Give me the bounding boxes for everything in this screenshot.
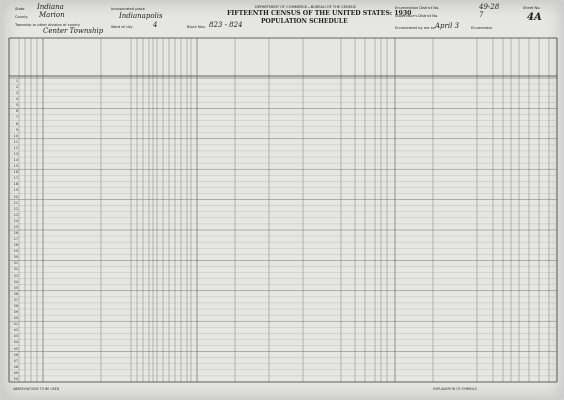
line-number: 18: [13, 182, 18, 187]
line-number: 16: [13, 170, 18, 175]
footer-abbreviations: ABBREVIATIONS TO BE USED: [13, 387, 60, 391]
line-number: 35: [13, 285, 18, 290]
line-number: 12: [13, 145, 18, 150]
line-number: 23: [13, 212, 18, 217]
county-value: Marion: [39, 11, 65, 19]
line-number: 11: [13, 139, 18, 144]
ward-label: Ward of city: [111, 25, 133, 29]
line-number: 40: [13, 316, 18, 321]
enum-dist-value: 49-28: [479, 3, 500, 11]
line-number: 48: [13, 364, 18, 369]
line-number: 38: [13, 303, 18, 308]
line-number: 21: [13, 200, 18, 205]
enumerator-label: Enumerator: [471, 26, 493, 30]
line-number: 50: [13, 376, 18, 381]
census-sheet: [3, 2, 563, 398]
schedule-subtitle: POPULATION SCHEDULE: [261, 18, 348, 25]
township-value: Center Township: [43, 27, 104, 35]
line-number: 41: [13, 322, 18, 327]
line-number: 22: [13, 206, 18, 211]
block-value: 823 - 824: [209, 21, 243, 29]
line-number: 4: [15, 97, 18, 102]
county-label: County: [15, 15, 28, 19]
supervisor-value: 7: [479, 11, 484, 19]
line-number: 5: [15, 103, 18, 108]
line-number: 30: [13, 255, 18, 260]
line-number: 26: [13, 231, 18, 235]
line-number: 39: [13, 310, 18, 315]
state-value: Indiana: [37, 3, 64, 11]
sheet-label: Sheet No.: [523, 6, 541, 10]
line-number: 2: [15, 85, 18, 90]
line-number: 19: [13, 188, 18, 193]
state-label: State: [15, 7, 25, 11]
line-number-column: [8, 78, 18, 382]
line-number: 13: [13, 151, 18, 156]
supervisor-label: Supervisor's District No.: [395, 14, 439, 18]
line-number: 46: [13, 352, 18, 357]
ledger-grid: [3, 2, 563, 398]
line-number: 6: [15, 109, 18, 114]
line-number: 24: [13, 218, 18, 223]
line-number: 32: [13, 267, 18, 272]
line-number: 9: [15, 127, 18, 132]
incorporated-value: Indianapolis: [119, 12, 163, 20]
line-number: 8: [15, 121, 18, 126]
line-number: 44: [13, 340, 18, 345]
line-number: 36: [13, 291, 18, 296]
line-number: 45: [13, 346, 18, 351]
line-number: 28: [13, 243, 18, 248]
line-number: 31: [13, 261, 18, 266]
line-number: 17: [13, 176, 18, 181]
line-number: 25: [13, 224, 18, 229]
line-number: 37: [13, 297, 18, 302]
census-title: FIFTEENTH CENSUS OF THE UNITED STATES: 1930: [227, 10, 412, 17]
line-number: 34: [13, 279, 18, 284]
enumerated-date: April 3: [435, 22, 460, 30]
line-number: 15: [13, 164, 18, 169]
ward-value: 4: [153, 21, 158, 29]
line-number: 42: [13, 328, 18, 333]
line-number: 3: [15, 91, 18, 96]
line-number: 33: [13, 273, 18, 278]
line-number: 10: [13, 133, 18, 138]
line-number: 20: [13, 194, 18, 199]
line-number: 49: [13, 370, 18, 375]
footer-symbols: EXPLANATION OF SYMBOLS: [433, 387, 477, 391]
incorporated-label: Incorporated place: [111, 7, 145, 11]
line-number: 29: [13, 249, 18, 254]
enumerated-label: Enumerated by me on: [395, 26, 436, 30]
line-number: 47: [13, 358, 18, 363]
line-number: 27: [13, 237, 18, 242]
enum-dist-label: Enumeration District No.: [395, 6, 440, 10]
township-label: Township or other division of county: [15, 23, 80, 27]
block-label: Block Nos.: [187, 25, 206, 29]
line-number: 1: [15, 79, 18, 83]
line-number: 43: [13, 334, 18, 339]
dept-line: DEPARTMENT OF COMMERCE—BUREAU OF THE CENSUS: [255, 5, 356, 9]
line-number: 14: [13, 158, 18, 163]
line-number: 7: [15, 115, 18, 120]
sheet-value: 4A: [527, 12, 542, 23]
